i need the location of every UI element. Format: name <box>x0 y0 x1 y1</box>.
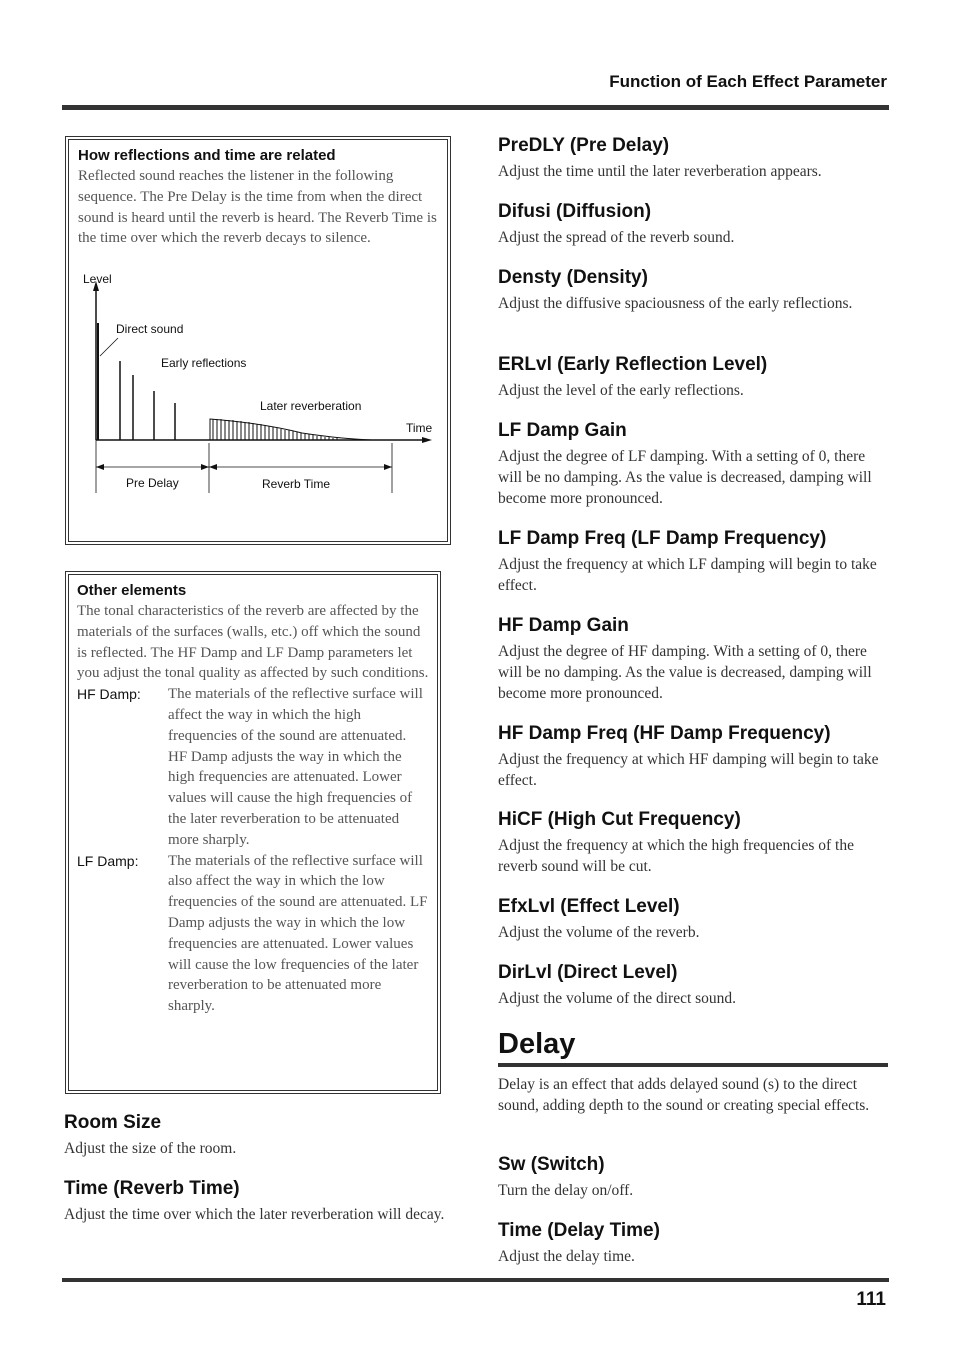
param-title: LF Damp Freq (LF Damp Frequency) <box>498 528 827 549</box>
param-pre-delay <box>498 134 888 182</box>
param-delay-switch <box>498 1153 888 1201</box>
param-desc: Turn the delay on/off. <box>498 1182 634 1199</box>
hf-damp-term-label: HF Damp: <box>77 686 141 703</box>
param-title: Time (Reverb Time) <box>64 1178 240 1199</box>
param-desc: Adjust the frequency at which HF damping will begin to take effect. <box>498 751 879 789</box>
later-reverberation-envelope <box>210 419 372 440</box>
lf-damp-term-label: LF Damp: <box>77 852 139 869</box>
param-diffusion <box>498 200 888 248</box>
param-early-reflection-level <box>498 353 888 401</box>
param-title: HF Damp Freq (HF Damp Frequency) <box>498 723 831 744</box>
param-desc: Adjust the frequency at which LF damping will begin to take effect. <box>498 556 877 594</box>
page-header-title: Function of Each Effect Parameter <box>609 72 887 91</box>
param-lf-damp-freq <box>498 527 888 596</box>
param-desc: Adjust the size of the room. <box>64 1140 237 1157</box>
level-label: Level <box>83 272 112 287</box>
param-high-cut-frequency <box>498 808 888 877</box>
delay-intro-text: Delay is an effect that adds delayed sound (s) to the direct sound, adding depth to the sound or creating special effects. <box>498 1076 870 1114</box>
later-reverberation-label: Later reverberation <box>260 399 362 414</box>
param-desc: Adjust the degree of LF damping. With a setting of 0, there will be no damping. As the value is decreased, damping will become more pronounced. <box>498 448 872 507</box>
later-reverberation-fill <box>213 419 337 440</box>
param-title: Densty (Density) <box>498 267 648 288</box>
param-desc: Adjust the diffusive spaciousness of the early reflections. <box>498 295 853 312</box>
param-title: PreDLY (Pre Delay) <box>498 135 670 156</box>
param-title: Sw (Switch) <box>498 1154 605 1175</box>
param-title: HF Damp Gain <box>498 615 629 636</box>
param-desc: Adjust the time over which the later reverberation will decay. <box>64 1206 445 1223</box>
param-title: LF Damp Gain <box>498 420 627 441</box>
param-direct-level <box>498 961 888 1009</box>
early-reflections-label: Early reflections <box>161 356 247 371</box>
param-title: Room Size <box>64 1112 162 1133</box>
delay-section-title: Delay <box>498 1026 888 1067</box>
param-desc: Adjust the spread of the reverb sound. <box>498 229 735 246</box>
hf-damp-term <box>77 684 429 850</box>
page-number: 111 <box>856 1289 886 1310</box>
reverb-time-label: Reverb Time <box>262 477 331 492</box>
pre-delay-label: Pre Delay <box>126 476 179 491</box>
time-axis-arrow <box>422 437 432 443</box>
reflections-box <box>65 136 451 545</box>
delay-intro <box>498 1071 888 1116</box>
time-label: Time <box>406 421 432 436</box>
param-title: DirLvl (Direct Level) <box>498 962 678 983</box>
param-effect-level <box>498 895 888 943</box>
footer-rule <box>62 1278 889 1282</box>
reflections-box-text: Reflected sound reaches the listener in the following sequence. The Pre Delay is the time from when the direct sound is heard until the reverb is heard. The Reverb Time is the time over which the reverb decays to silence. <box>78 168 437 247</box>
reflections-diagram <box>72 253 432 503</box>
param-density <box>498 266 878 314</box>
param-desc: Adjust the volume of the reverb. <box>498 924 700 941</box>
param-lf-damp-gain <box>498 419 888 509</box>
param-hf-damp-freq <box>498 722 888 791</box>
param-desc: Adjust the delay time. <box>498 1248 635 1265</box>
param-delay-time <box>498 1219 888 1267</box>
lf-damp-term <box>77 851 429 1017</box>
param-title: HiCF (High Cut Frequency) <box>498 809 741 830</box>
param-hf-damp-gain <box>498 614 888 704</box>
param-reverb-time <box>64 1177 454 1225</box>
other-elements-heading: Other elements <box>77 582 187 599</box>
param-title: Time (Delay Time) <box>498 1220 660 1241</box>
direct-sound-label: Direct sound <box>116 322 184 337</box>
reflections-box-heading: How reflections and time are related <box>78 147 336 164</box>
hf-damp-term-text: The materials of the reflective surface will affect the way in which the high frequencies of the sound are attenuated. HF Damp adjusts the way in which the high frequencies are attenuated. Lower values will cause the high frequencies of the later reverberation to be attenuated more sharply. <box>168 686 423 848</box>
param-title: ERLvl (Early Reflection Level) <box>498 354 768 375</box>
param-title: EfxLvl (Effect Level) <box>498 896 680 917</box>
param-desc: Adjust the degree of HF damping. With a setting of 0, there will be no damping. As the value is decreased, damping will become more pronounced. <box>498 643 872 702</box>
other-elements-box <box>65 571 441 1094</box>
param-desc: Adjust the frequency at which the high frequencies of the reverb sound will be cut. <box>498 837 854 875</box>
param-title: Difusi (Diffusion) <box>498 201 652 222</box>
param-room-size <box>64 1111 454 1159</box>
other-elements-text: The tonal characteristics of the reverb are affected by the materials of the surfaces (walls, etc.) off which the sound is reflected. The HF Damp and LF Damp parameters let you adjust the tonal quality as affected by such conditions. <box>77 603 429 682</box>
param-desc: Adjust the time until the later reverberation appears. <box>498 163 822 180</box>
direct-sound-pointer <box>100 338 118 356</box>
lf-damp-term-text: The materials of the reflective surface will also affect the way in which the low frequencies of the sound are attenuated. LF Damp adjusts the way in which the low frequencies are attenuated. Lower values will cause the low frequencies of the later reverberation to be attenuated more sharply. <box>168 852 428 1015</box>
param-desc: Adjust the volume of the direct sound. <box>498 990 737 1007</box>
header-rule <box>62 105 889 110</box>
param-desc: Adjust the level of the early reflections. <box>498 382 744 399</box>
